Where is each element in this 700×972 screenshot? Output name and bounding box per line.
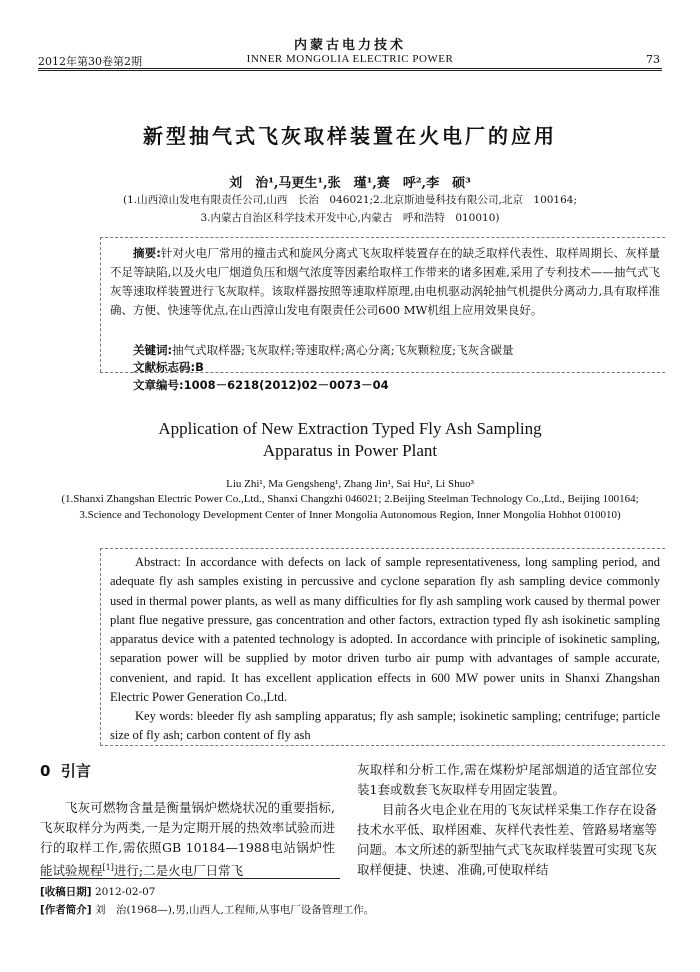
affiliation-cn-line-1: (1.山西漳山发电有限责任公司,山西 长治 046021;2.北京斯迪曼科技有限公司,北京 100164; xyxy=(122,194,578,206)
body-right-paragraph-1: 灰取样和分析工作,需在煤粉炉尾部烟道的适宜部位安装1套或数套飞灰取样专用固定装置。 xyxy=(357,762,657,797)
abstract-en-text: In accordance with defects on lack of sample representativeness, long sampling period, and adequate fly ash samples existing in percussive and cyclone separation fly ash sampling device commonly used in thermal power plants, as well as many difficulties for fly ash sampling work caused by thermal power plant flue negative pressure, gas concentration and other factors, extraction typed fly ash isokinetic sampling apparatus device with a patented technology is adopted. In accordance with principle of isokinetic sampling, separation power will be supplied by motor driven turbo air pump with advantages of sample accurate, convenient, and rapid. It has excellent application effects in 600 MW power units in Shanxi Zhangshan Electric Power Generation Co.,Ltd. xyxy=(110,555,661,705)
affiliation-cn-line-2: 3.内蒙古自治区科学技术开发中心,内蒙古 呼和浩特 010010) xyxy=(200,212,500,224)
article-number-value: 1008－6218(2012)02－0073－04 xyxy=(183,378,389,392)
keywords-en-text: bleeder fly ash sampling apparatus; fly ash sample; isokinetic sampling; centrifuge; particle size of fly ash; carbon content of fly ash xyxy=(110,709,660,742)
footnote-author xyxy=(40,902,374,918)
abstract-en-box-left xyxy=(100,548,101,745)
received-date: 2012-02-07 xyxy=(94,886,156,898)
keywords-cn-text: 抽气式取样器;飞灰取样;等速取样;离心分离;飞灰颗粒度;飞灰含碳量 xyxy=(172,343,514,357)
author-bio: 刘 治(1968—),男,山西人,工程师,从事电厂设备管理工作。 xyxy=(94,904,375,916)
article-number-label: 文章编号: xyxy=(133,378,184,392)
section-heading xyxy=(40,760,91,781)
body-left-text-2: 进行;二是火电厂日常飞 xyxy=(113,863,244,879)
document-code-value: B xyxy=(195,360,204,374)
body-column-left xyxy=(40,798,335,881)
abstract-en-box-top xyxy=(100,548,665,549)
section-title: 引言 xyxy=(60,762,91,780)
author-bio-label: [作者简介] xyxy=(40,904,92,916)
keywords-en-label: Key words: xyxy=(135,709,194,723)
article-title-en xyxy=(0,418,700,462)
page-number: 73 xyxy=(646,53,660,66)
header-rule-double xyxy=(38,70,662,71)
body-column-right xyxy=(357,760,657,880)
keywords-cn-label: 关键词: xyxy=(133,343,173,357)
header-rule xyxy=(38,68,662,69)
body-left-text-1: 飞灰可燃物含量是衡量锅炉燃烧状况的重要指标,飞灰取样分为两类,一是为定期开展的热效率试验而进行的取样工作,需依照GB 10184—1988电站锅炉性能试验规程 xyxy=(40,800,335,879)
article-title-en-line-2: Apparatus in Power Plant xyxy=(262,441,438,460)
authors-cn: 刘 治¹,马更生¹,张 瑾¹,赛 呼²,李 硕³ xyxy=(229,176,471,191)
abstract-en xyxy=(110,553,660,707)
keywords-en xyxy=(110,707,660,745)
body-right-paragraph-2: 目前各火电企业在用的飞灰试样采集工作存在设备技术水平低、取样困难、灰样代表性差、管路易堵塞等问题。本文所述的新型抽气式飞灰取样装置可实现飞灰取样便捷、快速、准确,可使取样结 xyxy=(357,802,658,877)
authors-en: Liu Zhi¹, Ma Gengsheng¹, Zhang Jin¹, Sai Hu², Li Shuo³ xyxy=(226,478,474,490)
article-title-en-line-1: Application of New Extraction Typed Fly Ash Sampling xyxy=(158,419,542,438)
abstract-en-box-bottom xyxy=(100,745,665,746)
running-header xyxy=(38,53,662,69)
abstract-cn-box-top xyxy=(100,237,665,238)
abstract-cn-box-left xyxy=(100,237,101,372)
citation-ref[interactable]: [1] xyxy=(102,863,114,872)
abstract-cn xyxy=(110,244,660,320)
document-code-label: 文献标志码: xyxy=(133,360,196,374)
document-code xyxy=(110,358,660,377)
abstract-cn-label: 摘要: xyxy=(133,246,161,260)
section-number: 0 xyxy=(40,762,51,780)
footnote-received xyxy=(40,884,156,900)
footnote-rule xyxy=(40,878,340,879)
issue-info: 2012年第30卷第2期 xyxy=(38,55,142,68)
article-number xyxy=(110,376,660,395)
article-title-cn: 新型抽气式飞灰取样装置在火电厂的应用 xyxy=(143,124,557,148)
received-label: [收稿日期] xyxy=(40,886,92,898)
journal-title-cn: 内蒙古电力技术 xyxy=(293,38,406,53)
abstract-en-label: Abstract: xyxy=(135,555,181,569)
abstract-cn-text: 针对火电厂常用的撞击式和旋风分离式飞灰取样装置存在的缺乏取样代表性、取样周期长、灰样量不足等缺陷,以及火电厂烟道负压和烟气浓度等因素给取样工作带来的诸多困难,采用了专利技术——抽气式飞灰等速取样装置进行飞灰取样。该取样器按照等速取样原理,由电机驱动涡轮抽气机提供分离动力,具有取样准确、方便、快速等优点,在山西漳山发电有限责任公司600 MW机组上应用效果良好。 xyxy=(110,246,660,317)
journal-title-en: INNER MONGOLIA ELECTRIC POWER xyxy=(246,53,454,65)
affiliation-en: (1.Shanxi Zhangshan Electric Power Co.,Ltd., Shanxi Changzhi 046021; 2.Beijing Steelman Technology Co.,Ltd., Beijing 100164; 3.Science and Techonology Development Center of Inner Mongolia Autonomous Region, Inner Mongolia Hohhot 010010) xyxy=(61,493,639,521)
